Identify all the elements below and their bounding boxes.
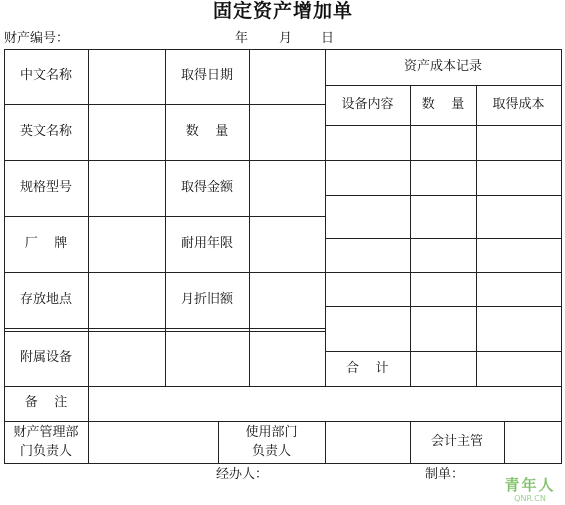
grid-line	[325, 238, 561, 239]
month-label: 月	[279, 31, 293, 46]
section-cost-record-title: 资产成本记录	[403, 59, 482, 74]
label-accessory-equipment: 附属设备	[19, 350, 72, 365]
col-header-device-content: 设备内容	[341, 97, 394, 112]
label-using-dept-line2: 负责人	[251, 444, 291, 459]
day-label: 日	[321, 31, 335, 46]
label-monthly-depreciation: 月折旧额	[180, 292, 233, 307]
label-quantity: 数 量	[185, 124, 229, 139]
label-remark: 备 注	[24, 395, 68, 410]
grid-line	[325, 272, 561, 273]
watermark-logo-text: 青年人	[504, 476, 556, 494]
label-handler: 经办人：	[216, 467, 269, 482]
label-storage-location: 存放地点	[19, 292, 72, 307]
grid-line	[325, 195, 561, 196]
grid-line	[504, 421, 505, 464]
watermark-domain: QNR.CN	[514, 494, 546, 503]
grid-line	[165, 49, 166, 386]
label-spec-model: 规格型号	[19, 180, 72, 195]
site-watermark	[499, 477, 561, 503]
label-acquisition-date: 取得日期	[180, 68, 233, 83]
label-useful-life: 耐用年限	[180, 236, 233, 251]
label-acquisition-amount: 取得金额	[180, 180, 233, 195]
label-form-maker: 制单：	[425, 467, 465, 482]
label-total: 合 计	[346, 361, 389, 376]
col-header-acquisition-cost: 取得成本	[492, 97, 545, 112]
grid-line	[325, 85, 561, 86]
year-label: 年	[235, 31, 249, 46]
label-english-name: 英文名称	[19, 124, 72, 139]
grid-line	[476, 85, 477, 386]
col-header-quantity: 数 量	[421, 97, 465, 112]
grid-line	[410, 85, 411, 386]
asset-number-label: 财产编号：	[4, 31, 70, 46]
label-using-dept-line1: 使用部门	[245, 425, 298, 440]
grid-line	[325, 351, 561, 352]
label-chinese-name: 中文名称	[19, 68, 72, 83]
label-accounting-supervisor: 会计主管	[430, 434, 483, 449]
label-asset-manager-line2: 门负责人	[19, 444, 72, 459]
form-title: 固定资产增加单	[213, 0, 354, 22]
grid-line	[325, 421, 326, 464]
label-asset-manager-line1: 财产管理部	[13, 425, 79, 440]
grid-line	[561, 49, 562, 464]
grid-line	[325, 125, 561, 126]
grid-line	[325, 160, 561, 161]
grid-line	[325, 306, 561, 307]
grid-line	[88, 49, 89, 464]
grid-line	[249, 49, 250, 386]
label-brand: 厂 牌	[24, 236, 68, 251]
